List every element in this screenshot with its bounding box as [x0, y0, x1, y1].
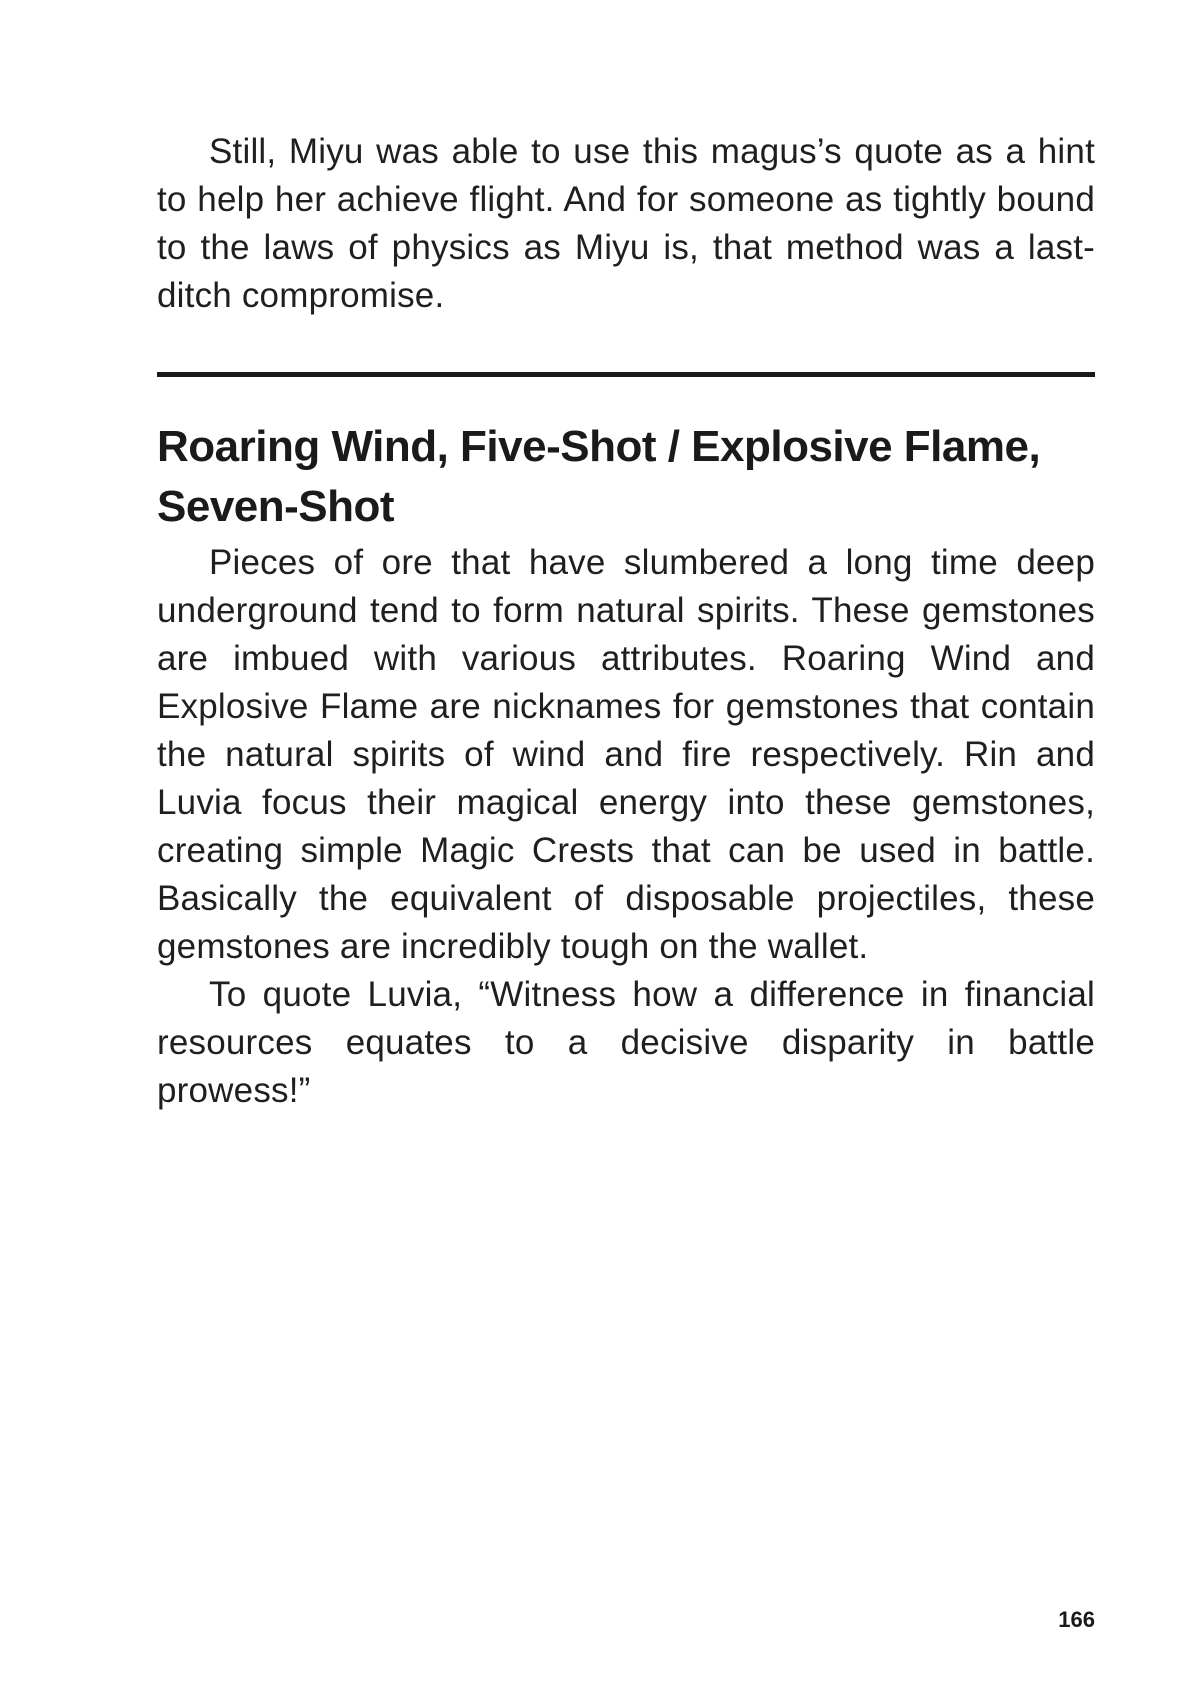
- section-heading: Roaring Wind, Five-Shot / Explosive Flame, Seven-Shot: [157, 422, 1041, 531]
- section-divider: [157, 372, 1095, 377]
- intro-paragraph: Still, Miyu was able to use this magus’s quote as a hint to help her achieve flight. And for someone as tightly bound to the laws of physics as Miyu is, that method was a last-ditch compromise.: [157, 132, 1095, 315]
- section-paragraph-2: To quote Luvia, “Witness how a difference in financial resources equates to a decisive disparity in battle prowess!”: [157, 975, 1095, 1110]
- page-body: [157, 128, 1095, 1115]
- section-paragraph-1: Pieces of ore that have slumbered a long time deep underground tend to form natural spirits. These gemstones are imbued with various attributes. Roaring Wind and Explosive Flame are nicknames for gemstones that contain the natural spirits of wind and fire respectively. Rin and Luvia focus their magical energy into these gemstones, creating simple Magic Crests that can be used in battle. Basically the equivalent of disposable projectiles, these gemstones are incredibly tough on the wallet.: [157, 543, 1095, 966]
- page-number: 166: [1058, 1607, 1095, 1632]
